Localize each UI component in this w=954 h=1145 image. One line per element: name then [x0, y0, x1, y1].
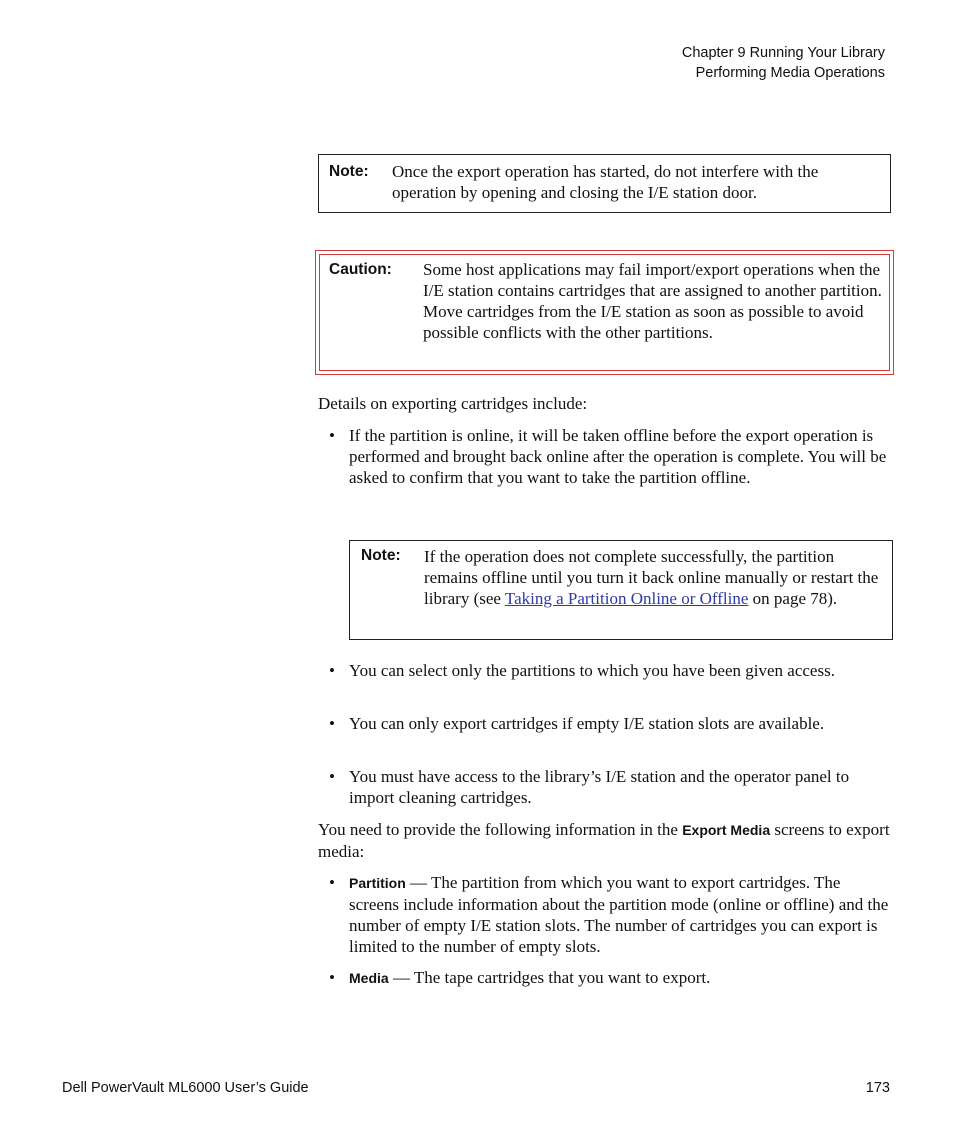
media-term: Media	[349, 970, 389, 986]
note-text	[424, 546, 886, 609]
media-description: — The tape cartridges that you want to export.	[388, 968, 711, 987]
bullet-item: You can only export cartridges if empty I/E station slots are available.	[349, 714, 825, 733]
bullet-item: You must have access to the library’s I/E station and the operator panel to import cleaning cartridges.	[349, 767, 850, 807]
bullet-marker: •	[329, 968, 335, 987]
intro-paragraph: Details on exporting cartridges include:	[318, 394, 588, 413]
caution-text: Some host applications may fail import/export operations when the I/E station contains cartridges that are assigned to another partition. Move cartridges from the I/E station as soon as possible to avoid possible conflicts with the other partitions.	[423, 260, 882, 342]
bullet-marker: •	[329, 426, 335, 445]
bullet-item-partition	[349, 872, 894, 957]
note-box-export-door	[318, 154, 891, 213]
caution-label: Caution:	[329, 261, 392, 278]
partition-description: — The partition from which you want to export cartridges. The screens include information about the partition mode (online or offline) and the number of empty I/E station slots. The number of cartridges you can export is limited to the number of empty slots.	[349, 873, 889, 956]
provide-after: screens to export media:	[318, 820, 890, 861]
caution-box	[319, 254, 890, 371]
bullet-marker: •	[329, 714, 335, 733]
provide-before: You need to provide the following information in the	[318, 820, 683, 839]
footer-title: Dell PowerVault ML6000 User’s Guide	[62, 1080, 309, 1096]
note-box-offline	[349, 540, 893, 640]
bullet-marker: •	[329, 767, 335, 786]
note-label: Note:	[361, 547, 401, 564]
provide-paragraph	[318, 819, 893, 862]
note-text: Once the export operation has started, do not interfere with the operation by opening and closing the I/E station door.	[392, 162, 819, 202]
export-media-term: Export Media	[682, 822, 771, 838]
header-chapter: Chapter 9 Running Your Library	[681, 45, 885, 61]
note-text-after: on page 78).	[748, 589, 838, 608]
bullet-marker: •	[329, 873, 335, 892]
bullet-item: You can select only the partitions to which you have been given access.	[349, 661, 835, 680]
page-number: 173	[865, 1080, 890, 1096]
note-text-before: If the operation does not complete successfully, the partition remains offline until you turn it back online manually or restart the library (see	[424, 547, 879, 608]
partition-term: Partition	[349, 875, 406, 891]
taking-partition-online-link[interactable]: Taking a Partition Online or Offline	[504, 589, 749, 608]
bullet-marker: •	[329, 661, 335, 680]
running-header	[682, 43, 885, 83]
header-section: Performing Media Operations	[695, 65, 885, 81]
bullet-item-media	[349, 967, 894, 989]
bullet-item: If the partition is online, it will be taken offline before the export operation is performed and brought back online after the operation is complete. You will be asked to confirm that you want to take the partition offline.	[349, 426, 887, 487]
note-label: Note:	[329, 163, 369, 180]
